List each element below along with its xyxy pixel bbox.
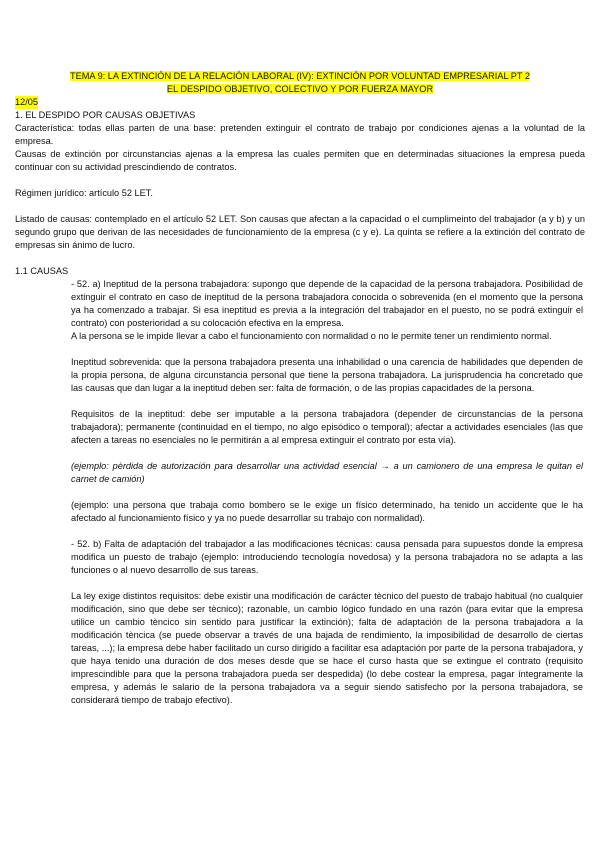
paragraph-regimen: Régimen jurídico: artículo 52 LET. (15, 188, 153, 198)
cause-52b-requisitos: La ley exige distintos requisitos: debe existir una modificación de carácter tècnico del puesto de trabajo habitual (no cualquier modificación, sino que debe ser tècnico); razonable, un cambio lógico fundado en una razón (para evitar que la empresa utilice un cambio tèncico sin sentido para justificar la extinción); falta de adaptación de la persona trabajadora a la modificación tèncica (se puede observar a través de una bajada de rendimiento, la imposibilidad de desarrollo de ciertas tareas, ...); la empresa debe haber facilitado un curso dirigido a facilitar esa adaptación por parte de la persona trabajadora, y que haya tenido una duración de dos meses desde que se hace el curso hasta que se extingue el contrato (requisito imprescindible para que la persona trabajadora pueda ser despedida) (lo debe costear la empresa, pagar íntegramente la empresa, y además le salario de la persona trabajadora va a seguir siendo satisfecho por la persona trabajadora, se considerará tiempo de trabajo efectivo). (71, 591, 583, 705)
cause-52a-requisitos: Requisitos de la ineptitud: debe ser imputable a la persona trabajadora (depender de circunstancias de la persona trabajadora); permanente (continuidad en el tiempo, no algo episódico o temporal); afectar a actividades esenciales (las que afecten a tareas no esenciales no le permitirán a al empresa extinguir el contrato por esta vía). (71, 409, 583, 445)
cause-52a-rendimiento: A la persona se le impide llevar a cabo el funcionamiento con normalidad o no le permite tener un rendimiento normal. (71, 331, 552, 341)
section-heading-1-1: 1.1 CAUSAS (15, 266, 69, 276)
cause-52a-intro: - 52. a) Ineptitud de la persona trabajadora: supongo que depende de la capacidad de la persona trabajadora. Posibilidad de extinguir el contrato en caso de ineptitud de la persona trabajadora conocida o sobrevenida (en el momento que la persona ya ha comenzado a trabajar. Si esa ineptitud es previa a la integración del trabajador en el puesto, no se podrá extinguir el contrato) con posterioridad a su colocación efectiva en la empresa. (71, 279, 583, 328)
paragraph-caracteristica: Característica: todas ellas parten de una base: pretenden extinguir el contrato de trabajo por condiciones ajenas a la voluntad de la empresa. (15, 123, 585, 146)
cause-52b-intro: - 52. b) Falta de adaptación del trabajador a las modificaciones técnicas: causa pensada para supuestos donde la empresa modifica un puesto de trabajo (ejemplo: introduciendo tecnología novedosa) y la persona trabajadora no se adapta a las funciones o al nuevo desarrollo de sus tareas. (71, 539, 583, 575)
title-line-2: EL DESPIDO OBJETIVO, COLECTIVO Y POR FUERZA MAYOR (166, 84, 434, 94)
paragraph-causas-ajenas: Causas de extinción por circunstancias ajenas a la empresa las cuales permiten que en determinadas situaciones la empresa pueda continuar con su actividad prescindiendo de contratos. (15, 149, 585, 172)
cause-52a-example-1: (ejemplo: pèrdida de autorización para desarrollar una actividad esencial → a un camionero de una empresa le quitan el carnet de camión) (71, 461, 583, 484)
title-line-1: TEMA 9: LA EXTINCIÓN DE LA RELACIÓN LABORAL (IV): EXTINCIÓN POR VOLUNTAD EMPRESARIAL PT 2 (70, 71, 530, 81)
cause-52a-example-2: (ejemplo: una persona que trabaja como bombero se le exige un físico determinado, ha tenido un accidente que le ha afectado al funcionamiento físico y ya no puede desarrollar su trabajo con normalidad). (71, 500, 583, 523)
date-line (15, 96, 585, 109)
date-stamp: 12/05 (15, 97, 38, 107)
cause-52a-sobrevenida: Ineptitud sobrevenida: que la persona trabajadora presenta una inhabilidad o una carencia de habilidades que dependen de la propia persona, de alguna circunstancia personal que tiene la persona trabajadora. La jurisprudencia ha concretado que las causas que dan lugar a la ineptitud deben ser: falta de formación, o de las propias capacidades de la persona. (71, 357, 583, 393)
section-heading-1: 1. EL DESPIDO POR CAUSAS OBJETIVAS (15, 110, 196, 120)
paragraph-listado: Listado de causas: contemplado en el artículo 52 LET. Son causas que afectan a la capacidad o el cumplimeinto del trabajador (a y b) y un segundo grupo que derivan de las necesidades de funcionamiento de la empresa (c y e). La quinta se refiere a la extinción del contrato de empresas sin ánimo de lucro. (15, 214, 585, 250)
